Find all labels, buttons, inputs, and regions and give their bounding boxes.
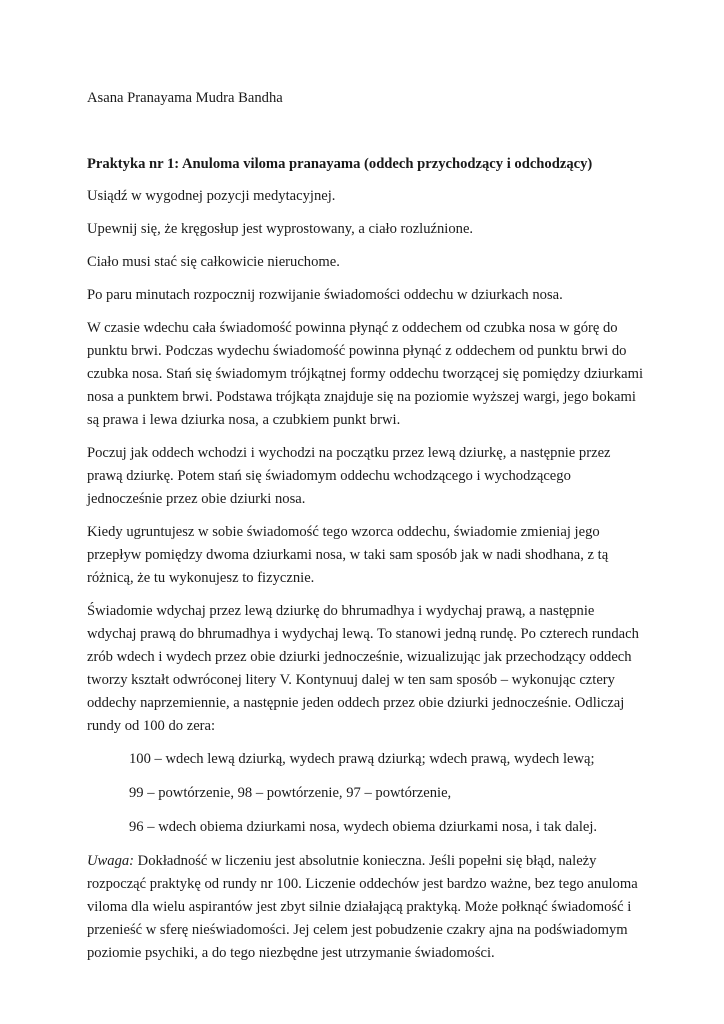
indented-line-2: 99 – powtórzenie, 98 – powtórzenie, 97 – powtórzenie, [129, 785, 452, 801]
paragraph-8: Świadomie wdychaj przez lewą dziurkę do bhrumadhya i wydychaj prawą, a następnie wdychaj prawą do bhrumadhya i wydychaj lewą. To stanowi jedną rundę. Po czterech rundach zrób wdech i wydech przez obie dziurki jednocześnie, wizualizując jak przechodzący oddech tworzy kształt odwróconej litery V. Kontynuuj dalej w ten sam sposób – wykonując cztery oddechy naprzemiennie, a następnie jeden oddech przez obie dziurki jednocześnie. Odliczaj rundy od 100 do zera: [87, 603, 639, 734]
paragraph-6: Poczuj jak oddech wchodzi i wychodzi na początku przez lewą dziurkę, a następnie przez prawą dziurkę. Potem stań się świadomym oddechu wchodzącego i wychodzącego jednocześnie przez obie dziurki nosa. [87, 445, 611, 507]
practice-heading: Praktyka nr 1: Anuloma viloma pranayama (oddech przychodzący i odchodzący) [87, 156, 593, 172]
indented-line-3: 96 – wdech obiema dziurkami nosa, wydech obiema dziurkami nosa, i tak dalej. [129, 819, 598, 835]
paragraph-5: W czasie wdechu cała świadomość powinna płynąć z oddechem od czubka nosa w górę do punktu brwi. Podczas wydechu świadomość powinna płynąć z oddechem od punktu brwi do czubka nosa. Stań się świadomym trójkątnej formy oddechu tworzącej się pomiędzy dziurkami nosa a punktem brwi. Podstawa trójkąta znajduje się na poziomie wyższej wargi, jego bokami są prawa i lewa dziurka nosa, a czubkiem punkt brwi. [87, 320, 644, 428]
note-label: Uwaga: [87, 853, 135, 869]
document-header: Asana Pranayama Mudra Bandha [87, 90, 283, 106]
note-paragraph [87, 850, 647, 965]
paragraph-7: Kiedy ugruntujesz w sobie świadomość tego wzorca oddechu, świadomie zmieniaj jego przepływ pomiędzy dwoma dziurkami nosa, w taki sam sposób jak w nadi shodhana, z tą różnicą, że tu wykonujesz to fizycznie. [87, 524, 609, 586]
paragraph-2: Upewnij się, że kręgosłup jest wyprostowany, a ciało rozluźnione. [87, 221, 474, 237]
paragraph-4: Po paru minutach rozpocznij rozwijanie świadomości oddechu w dziurkach nosa. [87, 287, 563, 303]
indented-line-1: 100 – wdech lewą dziurką, wydech prawą dziurką; wdech prawą, wydech lewą; [129, 751, 595, 767]
note-text: Dokładność w liczeniu jest absolutnie konieczna. Jeśli popełni się błąd, należy rozpocząć praktykę od rundy nr 100. Liczenie oddechów jest bardzo ważne, bez tego anuloma viloma dla wielu aspirantów jest zbyt silnie działającą praktyką. Może połknąć świadomość i przenieść w sferę nieświadomości. Jej celem jest pobudzenie czakry ajna na podświadomym poziomie psychiki, a do tego niezbędne jest utrzymanie świadomości. [87, 853, 638, 961]
paragraph-3: Ciało musi stać się całkowicie nieruchome. [87, 254, 340, 270]
document-page [87, 87, 647, 975]
paragraph-1: Usiądź w wygodnej pozycji medytacyjnej. [87, 188, 336, 204]
